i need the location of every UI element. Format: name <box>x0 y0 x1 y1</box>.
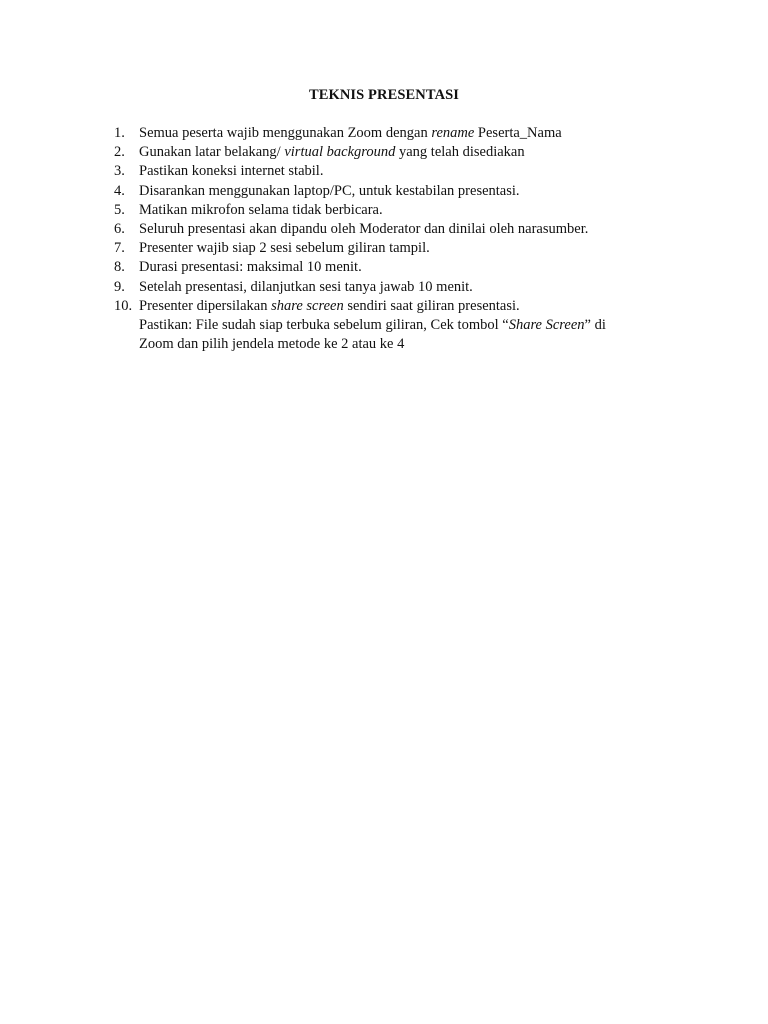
list-item-number: 8. <box>114 259 125 276</box>
text-span: ” di <box>584 317 606 334</box>
list-item-text <box>139 201 654 220</box>
text-span: Pastikan: File sudah siap terbuka sebelum giliran, Cek tombol “ <box>139 317 509 334</box>
italic-text: share screen <box>271 297 344 314</box>
list-item-number: 2. <box>114 144 125 161</box>
italic-text: Share Screen <box>508 317 585 334</box>
list-item <box>114 278 654 297</box>
instruction-list <box>114 124 654 354</box>
list-item-text <box>139 278 654 297</box>
list-item-number: 3. <box>114 163 125 180</box>
text-span: Presenter dipersilakan <box>139 297 272 314</box>
list-item <box>114 201 654 220</box>
list-item-text <box>139 182 654 201</box>
list-item <box>114 143 654 162</box>
list-item-continuation <box>114 316 654 335</box>
list-item-text <box>139 220 654 239</box>
text-span: Durasi presentasi: maksimal 10 menit. <box>139 259 362 276</box>
list-item-number: 9. <box>114 278 125 295</box>
document-title: TEKNIS PRESENTASI <box>308 87 460 103</box>
text-span: Setelah presentasi, dilanjutkan sesi tanya jawab 10 menit. <box>139 278 473 295</box>
list-item <box>114 220 654 239</box>
italic-text: virtual background <box>284 144 396 161</box>
list-item-number: 7. <box>114 240 125 257</box>
list-item-number: 6. <box>114 221 125 238</box>
list-item <box>114 162 654 181</box>
text-span: sendiri saat giliran presentasi. <box>343 297 520 314</box>
list-item <box>114 124 654 143</box>
list-item-continuation <box>114 335 654 354</box>
list-item-text <box>139 124 654 143</box>
text-span: Semua peserta wajib menggunakan Zoom dengan <box>139 125 432 141</box>
list-item-text <box>139 162 654 181</box>
list-item-number: 4. <box>114 182 125 199</box>
text-span: Presenter wajib siap 2 sesi sebelum giliran tampil. <box>139 240 430 257</box>
list-item <box>114 182 654 201</box>
text-span: Disarankan menggunakan laptop/PC, untuk kestabilan presentasi. <box>139 182 520 199</box>
list-item-number: 5. <box>114 201 125 218</box>
list-item-text <box>139 297 654 316</box>
text-span: Pastikan koneksi internet stabil. <box>139 163 324 180</box>
text-span: Peserta_Nama <box>474 125 562 141</box>
text-span: yang telah disediakan <box>395 144 525 161</box>
list-item-text <box>139 239 654 258</box>
text-span: Gunakan latar belakang/ <box>139 144 285 161</box>
text-span: Zoom dan pilih jendela metode ke 2 atau ke 4 <box>139 336 405 353</box>
italic-text: rename <box>431 125 475 141</box>
list-item-text <box>139 258 654 277</box>
list-item-text <box>139 143 654 162</box>
text-span: Seluruh presentasi akan dipandu oleh Moderator dan dinilai oleh narasumber. <box>139 221 589 238</box>
list-item-number: 10. <box>114 297 133 314</box>
list-item <box>114 239 654 258</box>
list-item <box>114 297 654 316</box>
list-item <box>114 258 654 277</box>
text-span: Matikan mikrofon selama tidak berbicara. <box>139 201 383 218</box>
list-item-number: 1. <box>114 125 125 141</box>
